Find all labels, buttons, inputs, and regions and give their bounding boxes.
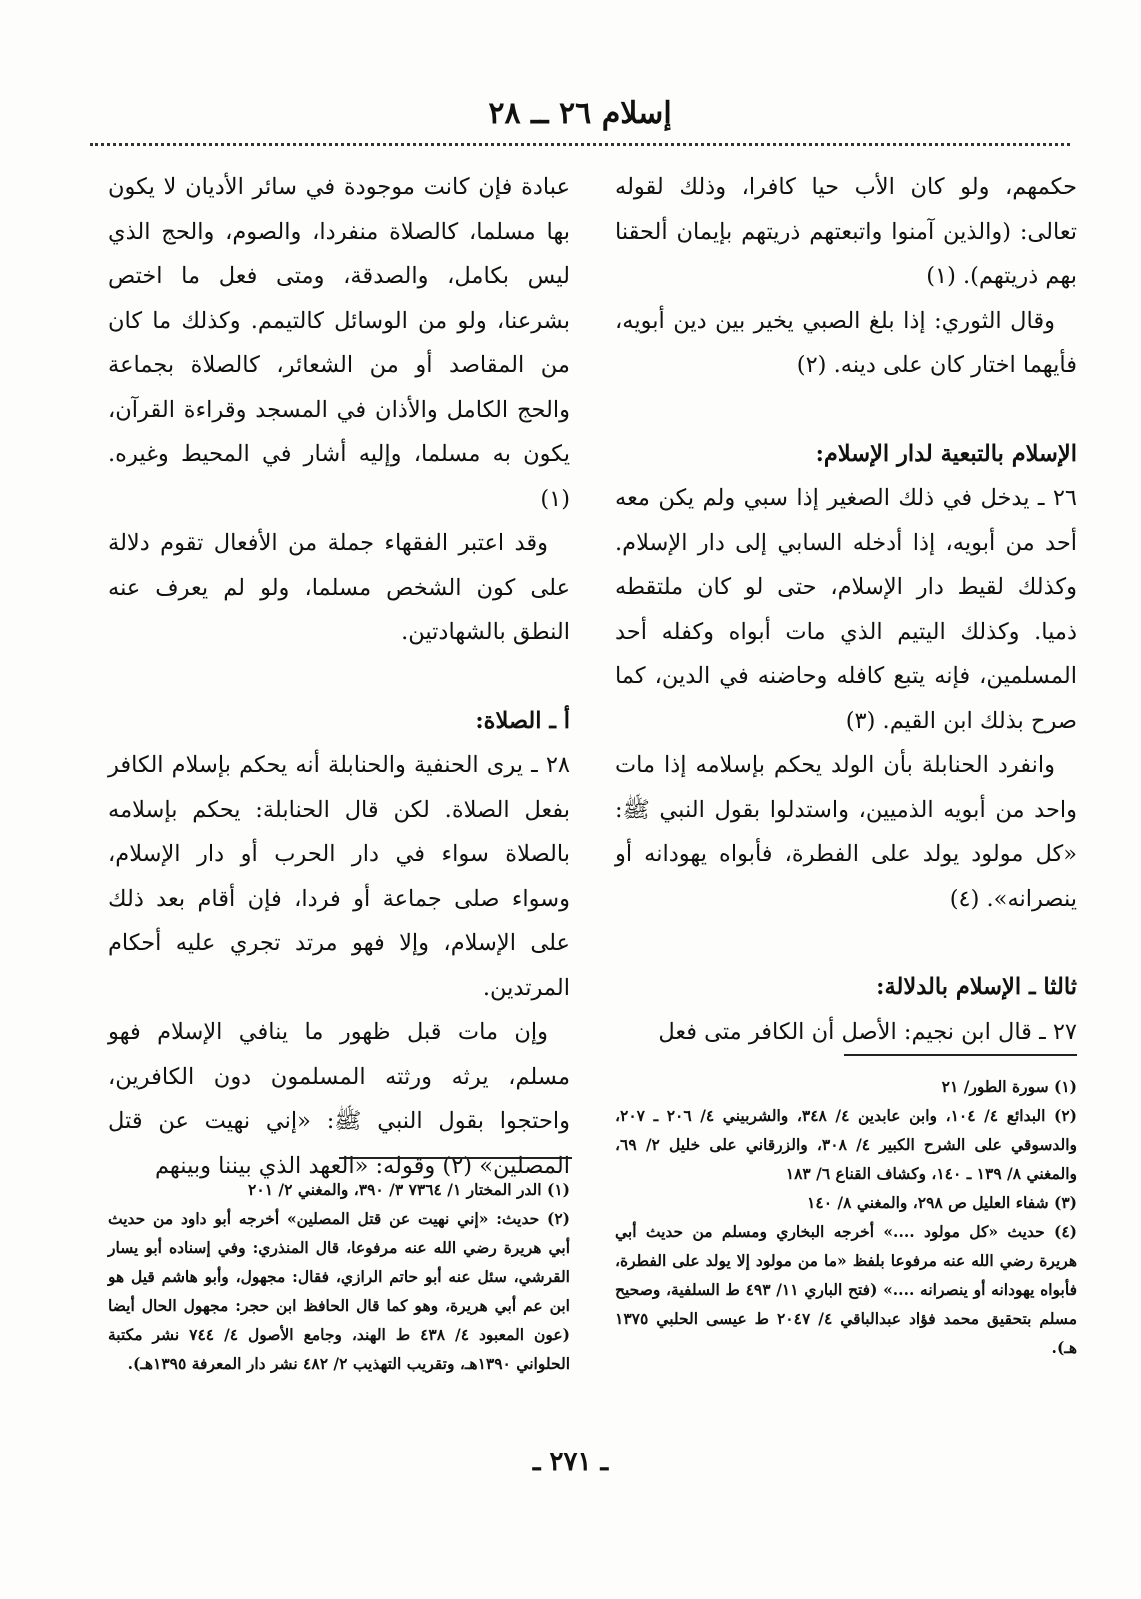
paragraph: ٢٦ ـ يدخل في ذلك الصغير إذا سبي ولم يكن معه أحد من أبويه، إذا أدخله السابي إلى دار الإسلام. وكذلك لقيط دار الإسلام، حتى لو كان ملتقطه ذميا. وكذلك اليتيم الذي مات أبواه وكفله أحد المسلمين، فإنه يتبع كافله وحاضنه في الدين، كما صرح بذلك ابن القيم. (٣) [615,485,1077,734]
paragraph: وانفرد الحنابلة بأن الولد يحكم بإسلامه إذا مات واحد من أبويه الذميين، واستدلوا بقول النبي ﷺ: «كل مولود يولد على الفطرة، فأبواه يهودانه أو ينصرانه». (٤) [615,752,1077,912]
paragraph-gap [108,655,570,699]
footnotes-right [615,1072,1077,1362]
paragraph: ٢٨ ـ يرى الحنفية والحنابلة أنه يحكم بإسلام الكافر بفعل الصلاة. لكن قال الحنابلة: يحكم بإسلامه بالصلاة سواء في دار الحرب أو دار الإسلام، وسواء صلى جماعة أو فردا، فإن أقام بعد ذلك على الإسلام، وإلا فهو مرتد تجري عليه أحكام المرتدين. [108,752,570,1001]
footnote-separator-left [339,1157,572,1159]
paragraph-gap [615,388,1077,432]
section-heading: أ ـ الصلاة: [475,707,570,734]
footnote-separator-right [844,1054,1077,1056]
footnote: (١) سورة الطور/ ٢١ [941,1077,1077,1096]
paragraph: وإن مات قبل ظهور ما ينافي الإسلام فهو مسلم، يرثه ورثته المسلمون دون الكافرين، واحتجوا بقول النبي ﷺ: «إني نهيت عن قتل المصلين» (٢) وقوله: «العهد الذي بيننا وبينهم [108,1019,570,1179]
footnote: (٢) حديث: «إني نهيت عن قتل المصلين» أخرجه أبو داود من حديث أبي هريرة رضي الله عنه مرفوعا، قال المنذري: وفي إسناده أبو يسار القرشي، سئل عنه أبو حاتم الرازي، فقال: مجهول، وأبو هاشم قيل هو ابن عم أبي هريرة، وهو كما قال الحافظ ابن حجر: مجهول الحال أيضا (عون المعبود ٤/ ٤٣٨ ط الهند، وجامع الأصول ٤/ ٧٤٤ نشر مكتبة الحلواني ١٣٩٠هـ، وتقريب التهذيب ٢/ ٤٨٢ نشر دار المعرفة ١٣٩٥هـ). [108,1209,570,1373]
paragraph: وقد اعتبر الفقهاء جملة من الأفعال تقوم دلالة على كون الشخص مسلما، ولو لم يعرف عنه النطق بالشهادتين. [108,530,570,645]
footnote: (١) الدر المختار ١/ ٧٣٦٤ ٣/ ٣٩٠، والمغني ٢/ ٢٠١ [248,1180,570,1199]
footnote: (٢) البدائع ٤/ ١٠٤، وابن عابدين ٤/ ٣٤٨، والشربيني ٤/ ٢٠٦ ـ ٢٠٧، والدسوقي على الشرح الكبير ٤/ ٣٠٨، والزرقاني على خليل ٢/ ٦٩، والمغني ٨/ ١٣٩ ـ ١٤٠، وكشاف القناع ٦/ ١٨٣ [615,1106,1077,1183]
right-column [615,165,1077,1054]
paragraph: ٢٧ ـ قال ابن نجيم: الأصل أن الكافر متى فعل [658,1018,1077,1045]
header-divider [90,143,1070,146]
section-heading: ثالثا ـ الإسلام بالدلالة: [876,974,1077,1000]
paragraph-gap [615,921,1077,965]
footnote: (٣) شفاء العليل ص ٢٩٨، والمغني ٨/ ١٤٠ [807,1193,1077,1212]
section-heading: الإسلام بالتبعية لدار الإسلام: [815,440,1077,467]
page-header: إسلام ٢٦ ــ ٢٨ [488,96,672,131]
paragraph: عبادة فإن كانت موجودة في سائر الأديان لا يكون بها مسلما، كالصلاة منفردا، والصوم، والحج الذي ليس بكامل، والصدقة، ومتى فعل ما اختص بشرعنا، ولو من الوسائل كالتيمم. وكذلك ما كان من المقاصد أو من الشعائر، كالصلاة بجماعة والحج الكامل والأذان في المسجد وقراءة القرآن، يكون به مسلما، وإليه أشار في المحيط وغيره. (١) [108,174,570,512]
paragraph: حكمهم، ولو كان الأب حيا كافرا، وذلك لقوله تعالى: (والذين آمنوا واتبعتهم ذريتهم بإيمان ألحقنا بهم ذريتهم). (١) [615,174,1077,289]
page-number: ـ ٢٧١ ـ [532,1447,609,1477]
footnotes-left [108,1175,570,1378]
footnote: (٤) حديث «كل مولود ....» أخرجه البخاري ومسلم من حديث أبي هريرة رضي الله عنه مرفوعا بلفظ «ما من مولود إلا يولد على الفطرة، فأبواه يهودانه أو ينصرانه ....» (فتح الباري ١١/ ٤٩٣ ط السلفية، وصحيح مسلم بتحقيق محمد فؤاد عبدالباقي ٤/ ٢٠٤٧ ط عيسى الحلبي ١٣٧٥ هـ). [615,1222,1078,1357]
left-column [108,165,570,1188]
paragraph: وقال الثوري: إذا بلغ الصبي يخير بين دين أبويه، فأيهما اختار كان على دينه. (٢) [615,307,1077,378]
